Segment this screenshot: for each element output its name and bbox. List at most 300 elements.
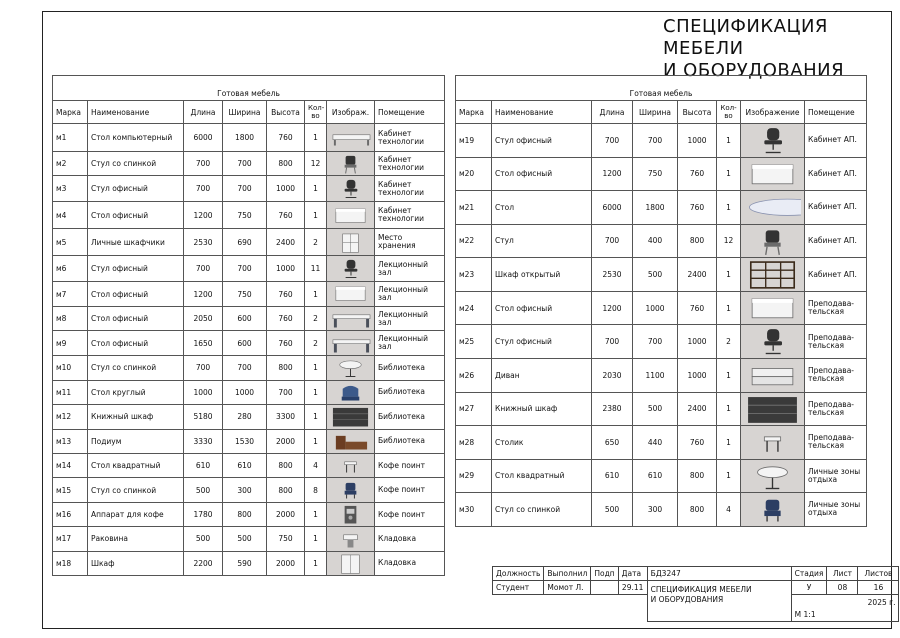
cell-height: 800 (267, 453, 305, 477)
cell-room: Преподава-тельская (805, 426, 867, 460)
table-row (456, 392, 867, 426)
cell-width: 690 (223, 229, 267, 256)
spec-table-left (52, 75, 445, 576)
cell-qty: 1 (305, 551, 327, 575)
col-header-room: Помещение (805, 101, 867, 124)
cell-mark: м3 (53, 176, 88, 202)
cell-qty: 1 (717, 191, 741, 225)
sofa-icon (744, 359, 801, 392)
cell-name: Стол офисный (88, 331, 184, 356)
table-row (456, 224, 867, 258)
table-row (53, 282, 445, 306)
cell-height: 760 (267, 282, 305, 306)
cell-mark: м18 (53, 551, 88, 575)
cell-image (741, 459, 805, 493)
col-header-height: Высота (678, 101, 717, 124)
cell-width: 1000 (633, 291, 678, 325)
cell-width: 1530 (223, 429, 267, 453)
cell-room: Кофе поинт (375, 478, 445, 502)
col-header-mark: Марка (456, 101, 492, 124)
cell-image (741, 191, 805, 225)
col-header-name: Наименование (492, 101, 592, 124)
cell-mark: м27 (456, 392, 492, 426)
cell-height: 760 (267, 306, 305, 330)
round-table-icon (744, 460, 801, 493)
table-header-row (456, 101, 867, 124)
stamp-header-sheets: Листов (858, 567, 899, 581)
cell-image (327, 405, 375, 429)
stamp-header-date: Дата (618, 567, 647, 581)
cell-room: Библиотека (375, 380, 445, 404)
stamp-sign (591, 581, 618, 595)
cell-image (327, 527, 375, 551)
cell-image (327, 453, 375, 477)
col-header-name: Наименование (88, 101, 184, 124)
cell-height: 700 (267, 380, 305, 404)
cell-image (741, 325, 805, 359)
table-row (53, 124, 445, 152)
cell-length: 700 (184, 152, 223, 176)
cell-width: 610 (223, 453, 267, 477)
table-row (53, 202, 445, 229)
cell-height: 2400 (267, 229, 305, 256)
cell-height: 760 (678, 426, 717, 460)
stamp-role: Студент (493, 581, 544, 595)
cell-image (327, 124, 375, 152)
cell-width: 800 (223, 502, 267, 526)
cell-length: 2530 (592, 258, 633, 292)
cell-width: 300 (633, 493, 678, 527)
cell-height: 1000 (267, 256, 305, 282)
cell-qty: 1 (305, 176, 327, 202)
cell-mark: м6 (53, 256, 88, 282)
chair-icon (330, 152, 371, 175)
cell-room: Кабинет технологии (375, 152, 445, 176)
cell-length: 700 (592, 325, 633, 359)
cell-name: Стол круглый (88, 380, 184, 404)
cell-image (741, 258, 805, 292)
cell-mark: м14 (53, 453, 88, 477)
stamp-header-author: Выполнил (544, 567, 591, 581)
cell-name: Диван (492, 358, 592, 392)
cell-image (327, 256, 375, 282)
cell-length: 610 (592, 459, 633, 493)
table-row (456, 459, 867, 493)
cell-height: 3300 (267, 405, 305, 429)
stamp-year: 2025 г. (867, 598, 896, 607)
stamp-blank (493, 595, 648, 622)
cell-image (741, 124, 805, 158)
cell-mark: м5 (53, 229, 88, 256)
stamp-code: БД3247 (647, 567, 791, 581)
cell-name: Стул со спинкой (88, 478, 184, 502)
cell-qty: 1 (717, 426, 741, 460)
cell-width: 500 (633, 258, 678, 292)
cell-room: Кабинет АП. (805, 191, 867, 225)
stamp-sheet: 08 (827, 581, 858, 595)
cell-image (327, 478, 375, 502)
sink-icon (330, 527, 371, 550)
table-row (53, 429, 445, 453)
table-caption: Готовая мебель (53, 76, 445, 101)
cell-width: 700 (633, 325, 678, 359)
cell-name: Стул офисный (88, 256, 184, 282)
table-row (53, 405, 445, 429)
cell-width: 280 (223, 405, 267, 429)
cell-image (741, 291, 805, 325)
cell-width: 750 (223, 282, 267, 306)
cell-qty: 1 (717, 258, 741, 292)
desk-icon (330, 282, 371, 305)
cell-height: 750 (267, 527, 305, 551)
cell-length: 6000 (184, 124, 223, 152)
table-row (456, 157, 867, 191)
cell-length: 650 (592, 426, 633, 460)
table-row (53, 502, 445, 526)
col-header-image: Изображ. (327, 101, 375, 124)
cell-name: Стол офисный (88, 282, 184, 306)
cell-name: Книжный шкаф (88, 405, 184, 429)
stool-icon (744, 493, 801, 526)
long-desk-icon (330, 307, 371, 330)
cell-length: 500 (592, 493, 633, 527)
table-row (456, 191, 867, 225)
cell-image (327, 429, 375, 453)
cell-qty: 1 (717, 157, 741, 191)
cell-room: Кофе поинт (375, 502, 445, 526)
cell-length: 6000 (592, 191, 633, 225)
cell-image (327, 380, 375, 404)
cell-height: 800 (267, 356, 305, 380)
cell-qty: 1 (305, 502, 327, 526)
bookcase-icon (744, 393, 801, 426)
cell-room: Кабинет АП. (805, 258, 867, 292)
cell-qty: 1 (717, 291, 741, 325)
cell-length: 700 (592, 124, 633, 158)
armchair-icon (330, 381, 371, 404)
cell-name: Стул офисный (492, 124, 592, 158)
cell-length: 700 (184, 256, 223, 282)
cell-height: 2000 (267, 551, 305, 575)
cell-width: 300 (223, 478, 267, 502)
title-block (492, 566, 899, 622)
cell-image (327, 502, 375, 526)
cell-width: 700 (223, 356, 267, 380)
cell-height: 1000 (267, 176, 305, 202)
cell-room: Библиотека (375, 356, 445, 380)
cell-width: 700 (633, 124, 678, 158)
table-row (456, 493, 867, 527)
cell-image (741, 157, 805, 191)
table-header-row (53, 101, 445, 124)
cell-mark: м22 (456, 224, 492, 258)
table-row (456, 124, 867, 158)
cell-name: Книжный шкаф (492, 392, 592, 426)
cell-height: 2400 (678, 258, 717, 292)
cell-name: Подиум (88, 429, 184, 453)
cell-mark: м26 (456, 358, 492, 392)
cell-mark: м13 (53, 429, 88, 453)
cell-length: 1780 (184, 502, 223, 526)
cell-qty: 1 (305, 527, 327, 551)
cell-name: Стол компьютерный (88, 124, 184, 152)
cell-length: 1200 (592, 157, 633, 191)
cell-length: 700 (592, 224, 633, 258)
cell-room: Преподава-тельская (805, 325, 867, 359)
cell-length: 1650 (184, 331, 223, 356)
cell-room: Кабинет АП. (805, 124, 867, 158)
cell-qty: 4 (717, 493, 741, 527)
table-row (53, 152, 445, 176)
cell-room: Кабинет АП. (805, 157, 867, 191)
small-table-icon (330, 454, 371, 477)
cell-height: 2400 (678, 392, 717, 426)
cell-room: Преподава-тельская (805, 358, 867, 392)
stamp-header-stage: Стадия (791, 567, 827, 581)
cell-room: Преподава-тельская (805, 291, 867, 325)
col-header-height: Высота (267, 101, 305, 124)
cell-image (327, 306, 375, 330)
cell-height: 800 (267, 152, 305, 176)
stamp-header-role: Должность (493, 567, 544, 581)
cell-mark: м7 (53, 282, 88, 306)
cell-height: 760 (678, 291, 717, 325)
cell-width: 500 (633, 392, 678, 426)
cell-image (327, 176, 375, 202)
cell-room: Личные зоны отдыха (805, 493, 867, 527)
cell-qty: 1 (305, 356, 327, 380)
cell-length: 700 (184, 356, 223, 380)
cell-qty: 2 (305, 331, 327, 356)
cell-mark: м16 (53, 502, 88, 526)
cell-length: 3330 (184, 429, 223, 453)
table-row (456, 358, 867, 392)
cell-qty: 1 (305, 124, 327, 152)
cell-name: Стол квадратный (88, 453, 184, 477)
cell-name: Стул (492, 224, 592, 258)
title-line-1: СПЕЦИФИКАЦИЯ МЕБЕЛИ (663, 16, 828, 59)
table-row (53, 176, 445, 202)
cell-name: Личные шкафчики (88, 229, 184, 256)
cell-height: 800 (678, 459, 717, 493)
small-table-icon (744, 426, 801, 459)
cell-image (327, 551, 375, 575)
podium-icon (330, 430, 371, 453)
cell-name: Стол офисный (492, 157, 592, 191)
stamp-scale-cell (791, 595, 899, 622)
table-row (53, 256, 445, 282)
cell-length: 700 (184, 176, 223, 202)
cell-name: Стул офисный (492, 325, 592, 359)
cell-mark: м1 (53, 124, 88, 152)
cell-width: 590 (223, 551, 267, 575)
cell-name: Стул со спинкой (492, 493, 592, 527)
cell-room: Библиотека (375, 429, 445, 453)
cell-width: 500 (223, 527, 267, 551)
col-header-qty: Кол-во (717, 101, 741, 124)
stamp-doc-title (647, 581, 791, 622)
office-chair-icon (330, 257, 371, 280)
long-desk-icon (330, 332, 371, 355)
cell-height: 760 (267, 331, 305, 356)
coffee-machine-icon (330, 503, 371, 526)
stamp-stage: У (791, 581, 827, 595)
cell-qty: 2 (305, 229, 327, 256)
stamp-date: 29.11 (618, 581, 647, 595)
wardrobe-icon (330, 552, 371, 575)
cell-name: Стол офисный (492, 291, 592, 325)
cell-name: Раковина (88, 527, 184, 551)
stool-icon (330, 478, 371, 501)
col-header-qty: Кол-во (305, 101, 327, 124)
stamp-scale: М 1:1 (794, 610, 816, 619)
cell-room: Кабинет технологии (375, 124, 445, 152)
cell-length: 2030 (592, 358, 633, 392)
cell-length: 500 (184, 478, 223, 502)
col-header-room: Помещение (375, 101, 445, 124)
table-row (456, 291, 867, 325)
cell-width: 750 (223, 202, 267, 229)
cell-height: 800 (678, 224, 717, 258)
table-row (53, 453, 445, 477)
cell-name: Стол офисный (88, 306, 184, 330)
cell-mark: м15 (53, 478, 88, 502)
cell-length: 2530 (184, 229, 223, 256)
cell-qty: 1 (717, 124, 741, 158)
desk-icon (330, 204, 371, 227)
cell-room: Лекционный зал (375, 331, 445, 356)
cell-mark: м20 (456, 157, 492, 191)
cell-width: 610 (633, 459, 678, 493)
table-row (53, 306, 445, 330)
cell-room: Личные зоны отдыха (805, 459, 867, 493)
cell-width: 700 (223, 152, 267, 176)
cell-length: 500 (184, 527, 223, 551)
cell-length: 610 (184, 453, 223, 477)
cell-mark: м25 (456, 325, 492, 359)
cell-room: Лекционный зал (375, 256, 445, 282)
cell-length: 2050 (184, 306, 223, 330)
cell-mark: м9 (53, 331, 88, 356)
table-row (53, 229, 445, 256)
stamp-header-sheet: Лист (827, 567, 858, 581)
cell-height: 800 (678, 493, 717, 527)
cell-mark: м29 (456, 459, 492, 493)
table-row (53, 551, 445, 575)
cell-qty: 2 (305, 306, 327, 330)
cell-image (741, 493, 805, 527)
cell-mark: м8 (53, 306, 88, 330)
cell-length: 1200 (184, 282, 223, 306)
cell-width: 700 (223, 256, 267, 282)
cell-name: Столик (492, 426, 592, 460)
table-row (53, 380, 445, 404)
table-row (53, 478, 445, 502)
cell-height: 760 (678, 191, 717, 225)
cell-qty: 1 (305, 282, 327, 306)
cell-image (327, 229, 375, 256)
cell-image (741, 392, 805, 426)
cell-mark: м2 (53, 152, 88, 176)
cell-qty: 1 (305, 202, 327, 229)
cell-height: 1000 (678, 325, 717, 359)
cell-name: Стул офисный (88, 176, 184, 202)
bookcase-icon (330, 405, 371, 428)
cell-qty: 1 (717, 459, 741, 493)
cell-length: 1200 (184, 202, 223, 229)
cell-name: Стол (492, 191, 592, 225)
cell-room: Кабинет АП. (805, 224, 867, 258)
cell-mark: м24 (456, 291, 492, 325)
cell-height: 1000 (678, 124, 717, 158)
desk-icon (744, 158, 801, 191)
office-chair-icon (744, 325, 801, 358)
cell-mark: м30 (456, 493, 492, 527)
cell-name: Стул со спинкой (88, 152, 184, 176)
cell-room: Лекционный зал (375, 282, 445, 306)
cell-width: 1000 (223, 380, 267, 404)
cell-qty: 12 (305, 152, 327, 176)
table-caption: Готовая мебель (456, 76, 867, 101)
cell-width: 600 (223, 331, 267, 356)
cell-length: 2380 (592, 392, 633, 426)
cell-height: 760 (267, 124, 305, 152)
conference-table-icon (744, 191, 801, 224)
cell-height: 800 (267, 478, 305, 502)
table-row (456, 258, 867, 292)
long-table-icon (330, 126, 371, 149)
page-title (663, 16, 900, 82)
cell-image (327, 282, 375, 306)
cell-room: Кладовка (375, 551, 445, 575)
col-header-width: Ширина (223, 101, 267, 124)
cell-room: Кабинет технологии (375, 176, 445, 202)
cell-room: Кабинет технологии (375, 202, 445, 229)
col-header-width: Ширина (633, 101, 678, 124)
cell-qty: 1 (305, 380, 327, 404)
locker-icon (330, 231, 371, 254)
col-header-image: Изображение (741, 101, 805, 124)
cell-qty: 2 (717, 325, 741, 359)
cell-image (327, 356, 375, 380)
cell-image (741, 224, 805, 258)
table-row (53, 527, 445, 551)
col-header-length: Длина (592, 101, 633, 124)
cell-qty: 11 (305, 256, 327, 282)
cell-width: 1800 (633, 191, 678, 225)
cell-qty: 12 (717, 224, 741, 258)
cell-length: 5180 (184, 405, 223, 429)
stamp-author: Момот Л. (544, 581, 591, 595)
stamp-doc-title-1: СПЕЦИФИКАЦИЯ МЕБЕЛИ (650, 585, 752, 594)
cell-image (741, 426, 805, 460)
cell-name: Стул со спинкой (88, 356, 184, 380)
table-row (456, 325, 867, 359)
cell-qty: 1 (717, 392, 741, 426)
stamp-header-sign: Подп (591, 567, 618, 581)
cell-room: Лекционный зал (375, 306, 445, 330)
open-shelf-icon (744, 258, 801, 291)
office-chair-icon (330, 177, 371, 200)
cell-height: 1000 (678, 358, 717, 392)
cell-length: 1000 (184, 380, 223, 404)
cell-name: Стол офисный (88, 202, 184, 229)
table-row (53, 356, 445, 380)
cell-width: 600 (223, 306, 267, 330)
cell-name: Шкаф (88, 551, 184, 575)
stamp-doc-title-2: И ОБОРУДОВАНИЯ (650, 595, 724, 604)
cell-name: Аппарат для кофе (88, 502, 184, 526)
